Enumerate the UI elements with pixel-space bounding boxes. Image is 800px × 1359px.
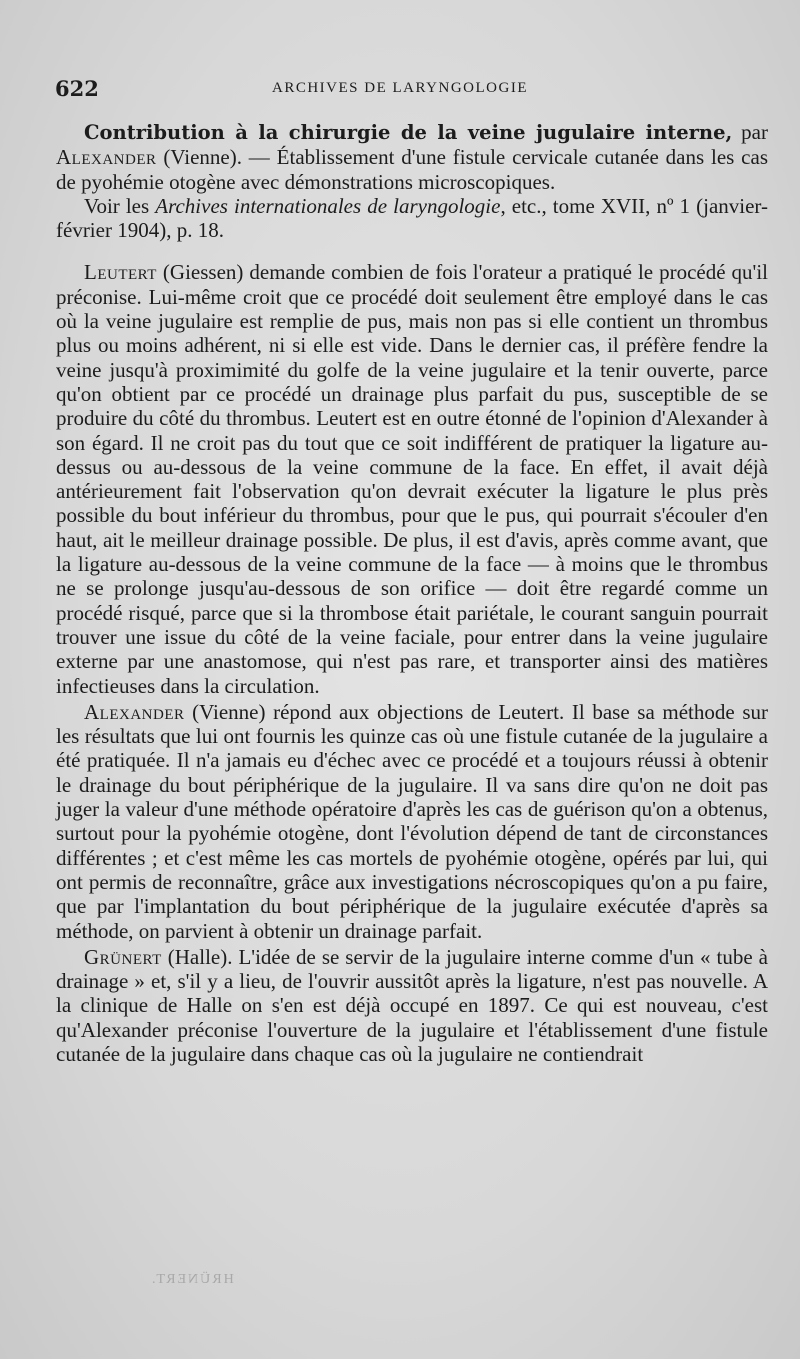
article-author: Alexander xyxy=(56,145,157,170)
paragraph-grunert xyxy=(56,945,768,1066)
paragraph-leutert xyxy=(56,260,768,697)
article-subtitle: Établissement d'une fistule cervicale cutanée dans les cas de pyohémie otogène avec démonstrations microscopiques. xyxy=(56,145,768,194)
running-head: ARCHIVES DE LARYNGOLOGIE xyxy=(272,80,528,96)
reference-prefix: Voir les xyxy=(84,193,156,218)
speaker-name: Grünert xyxy=(84,944,162,969)
bleed-through-footer: HRÜNERT. xyxy=(150,1272,234,1287)
article-title: Contribution à la chirurgie de la veine jugulaire interne, xyxy=(84,121,733,144)
paragraph-text: (Halle). L'idée de se servir de la jugulaire interne comme d'un « tube à drainage » et, s'il y a lieu, de l'ouvrir aussitôt après la ligature, n'est pas nouvelle. A la clinique de Halle on s'en est déjà occupé en 1897. Ce qui est nouveau, c'est qu'Alexander préconise l'ouverture de la jugulaire et l'établissement d'une fistule cutanée de la jugulaire dans chaque cas où la jugulaire ne contiendrait xyxy=(56,944,768,1066)
article-heading xyxy=(56,120,768,194)
article-title-by: par xyxy=(732,120,768,144)
article-author-city: (Vienne). — xyxy=(156,145,277,170)
reference-suffix: , etc., tome XVII, nº 1 (janvier-février 1904), p. 18. xyxy=(56,193,768,243)
speaker-name: Alexander xyxy=(84,699,185,724)
paragraph-text: (Giessen) demande combien de fois l'orateur a pratiqué le procédé qu'il préconise. Lui-même croit que ce procédé doit seulement être employé dans le cas où la veine jugulaire est remplie de pus, mais non pas si elle contient un thrombus plus ou moins adhérent, ni si elle est vide. Dans le dernier cas, il préfère fendre la veine jusqu'à proximimité du golfe de la veine jugulaire et la tenir ouverte, parce qu'on obtient par ce procédé un drainage plus parfait du pus, susceptible de se produire du côté du thrombus. Leutert est en outre étonné de l'opinion d'Alexander à son égard. Il ne croit pas du tout que ce soit indifférent de pratiquer la ligature au-dessus ou au-dessous de la veine commune de la face. En effet, il avait déjà antérieurement fait l'observation qu'on devrait exécuter la ligature le plus près possible du bout inférieur du thrombus, pour que le pus, qui pourrait s'écouler d'en haut, ait le meilleur drainage possible. De plus, il est d'avis, après comme avant, que la ligature au-dessous de la veine commune de la face — à moins que le thrombus ne se prolonge jusqu'au-dessous de son orifice — doit être regardé comme un procédé risqué, parce que si la thrombose était pariétale, le courant sanguin pourrait trouver une issue du côté de la veine faciale, pour entrer dans la veine jugulaire externe par une anastomose, qui n'est pas rare, et transporter ainsi des matières infectieuses dans la circulation. xyxy=(56,260,768,698)
paragraph-alexander xyxy=(56,700,768,943)
page-body xyxy=(56,120,768,1066)
speaker-name: Leutert xyxy=(84,260,157,285)
article-reference xyxy=(56,194,768,243)
paragraph-text: (Vienne) répond aux objections de Leutert. Il base sa méthode sur les résultats que lui ont fournis les quinze cas où une fistule cutanée de la jugulaire a été pratiquée. Il n'a jamais eu d'échec avec ce procédé et a toujours réussi à obtenir le drainage du bout périphérique de la jugulaire. Il va sans dire qu'on ne doit pas juger la valeur d'une méthode opératoire d'après les cas de guérison qu'on a obtenus, surtout pour la pyohémie otogène, dont l'évolution dépend de tant de circonstances différentes ; et c'est même les cas mortels de pyohémie otogène, opérés par lui, qui ont permis de reconnaître, grâce aux investigations nécroscopiques qu'on a pu faire, que par l'implantation du bout périphérique de la jugulaire exécutée d'après sa méthode, on parvient à obtenir un drainage parfait. xyxy=(56,699,768,943)
reference-journal: Archives internationales de laryngologie xyxy=(155,193,501,218)
page-number: 622 xyxy=(55,76,99,101)
